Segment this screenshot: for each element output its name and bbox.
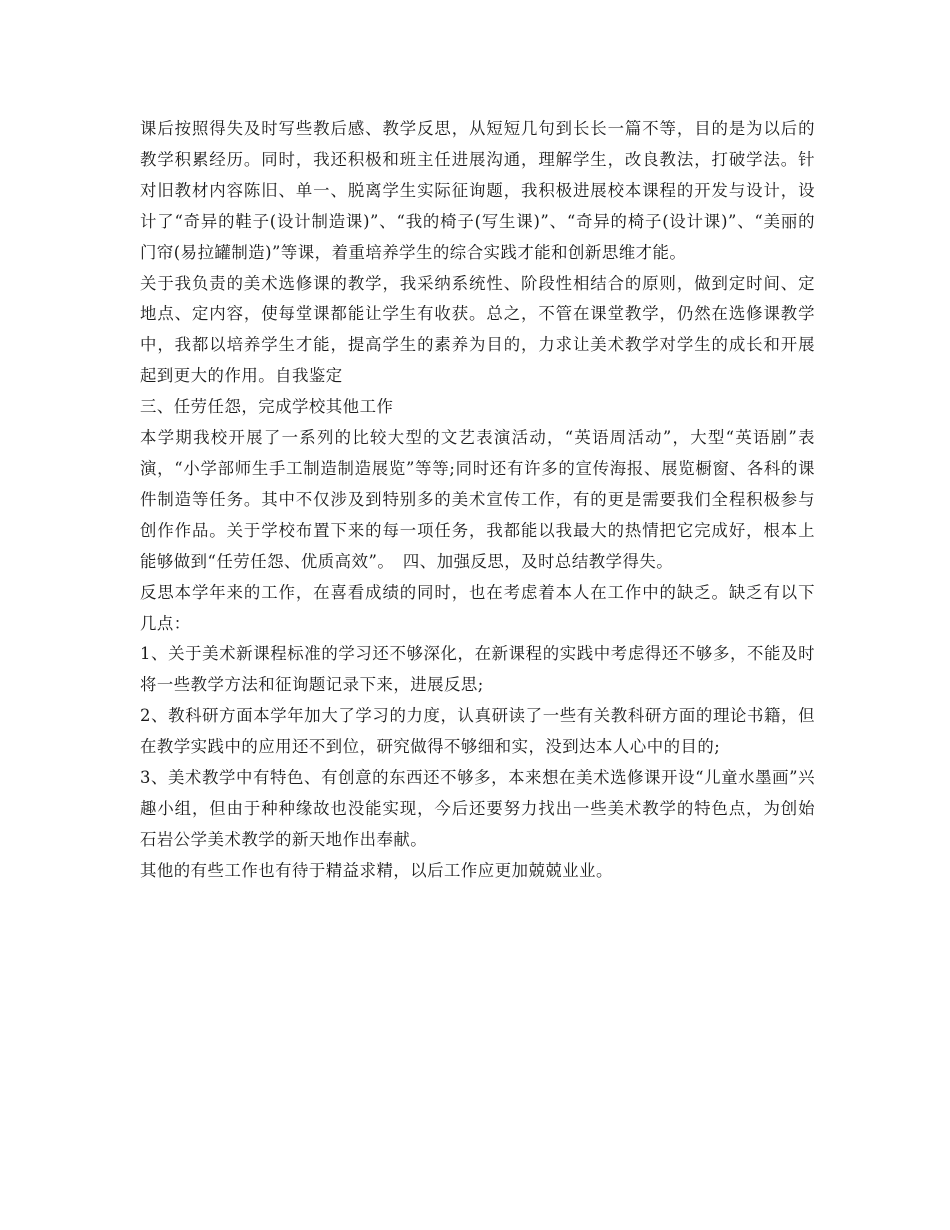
list-item-3: 3、美术教学中有特色、有创意的东西还不够多，本来想在美术选修课开设“儿童水墨画”兴趣小组，但由于种种缘故也没能实现，今后还要努力找出一些美术教学的特色点，为创始石岩公学美术教学的新天地作出奉献。: [140, 768, 815, 849]
paragraph-lesson-reflection: 课后按照得失及时写些教后感、教学反思，从短短几句到长长一篇不等，目的是为以后的教学积累经历。同时，我还积极和班主任进展沟通，理解学生，改良教法，打破学法。针对旧教材内容陈旧、单一、脱离学生实际征询题，我积极进展校本课程的开发与设计，设计了“奇异的鞋子(设计制造课)”、“我的椅子(写生课)”、“奇异的椅子(设计课)”、“美丽的门帘(易拉罐制造)”等课，着重培养学生的综合实践才能和创新思维才能。: [140, 119, 815, 262]
document-body: [140, 114, 815, 887]
list-item-1: 1、关于美术新课程标准的学习还不够深化，在新课程的实践中考虑得还不够多，不能及时将一些教学方法和征询题记录下来，进展反思;: [140, 644, 815, 695]
list-item-2: 2、教科研方面本学年加大了学习的力度，认真研读了一些有关教科研方面的理论书籍，但在教学实践中的应用还不到位，研究做得不够细和实，没到达本人心中的目的;: [140, 706, 815, 757]
paragraph-reflection-intro: 反思本学年来的工作，在喜看成绩的同时，也在考虑着本人在工作中的缺乏。缺乏有以下几点：: [140, 582, 815, 633]
paragraph-closing: 其他的有些工作也有待于精益求精，以后工作应更加兢兢业业。: [140, 860, 613, 880]
paragraph-elective-course: 关于我负责的美术选修课的教学，我采纳系统性、阶段性相结合的原则，做到定时间、定地点、定内容，使每堂课都能让学生有收获。总之，不管在课堂教学，仍然在选修课教学中，我都以培养学生才能，提高学生的素养为目的，力求让美术教学对学生的成长和开展起到更大的作用。自我鉴定: [140, 273, 815, 386]
paragraph-school-activities: 本学期我校开展了一系列的比较大型的文艺表演活动，“英语周活动”，大型“英语剧”表演，“小学部师生手工制造制造展览”等等;同时还有许多的宣传海报、展览橱窗、各科的课件制造等任务。其中不仅涉及到特别多的美术宣传工作，有的更是需要我们全程积极参与创作作品。关于学校布置下来的每一项任务，我都能以我最大的热情把它完成好，根本上能够做到“任劳任怨、优质高效”。 四、加强反思，及时总结教学得失。: [140, 428, 815, 571]
section-heading-other-work: 三、任劳任怨，完成学校其他工作: [140, 397, 394, 417]
